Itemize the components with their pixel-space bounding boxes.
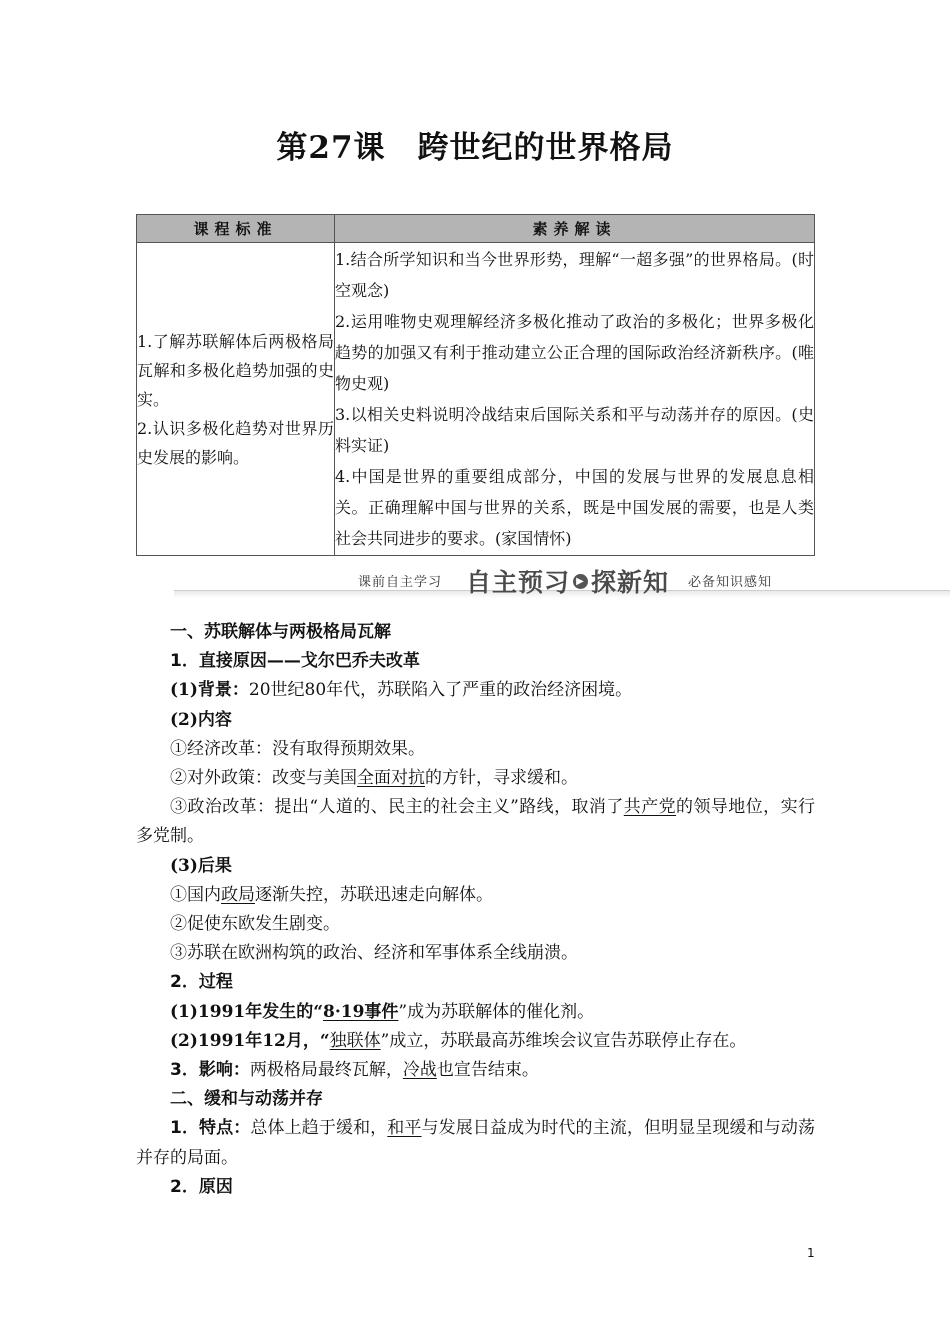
standard-item: 2.认识多极化趋势对世界历史发展的影响。 [137,418,334,467]
literacy-item: 2.运用唯物史观理解经济多极化推动了政治的多极化；世界多极化趋势的加强又有利于推动建立公正合理的国际政治经济新秩序。(唯物史观) [335,312,814,393]
page-title: 第27课 跨世纪的世界格局 [276,130,674,166]
subheading-direct-cause: 1．直接原因——戈尔巴乔夫改革 [170,651,420,672]
page-number: 1 [807,1246,815,1260]
paragraph-features: 1．特点：总体上趋于缓和，和平与发展日益成为时代的主流，但明显呈现缓和与动荡并存的局面。 [136,1118,816,1168]
paragraph-result-label: (3)后果 [170,855,232,876]
table-stub-line [136,555,174,556]
arrow-right-icon: ▶ [573,574,588,589]
standard-item: 1.了解苏联解体后两极格局瓦解和多极化趋势加强的史实。 [137,331,334,409]
banner-main-a: 自主预习 [466,568,571,597]
paragraph-foreign-policy: ②对外政策：改变与美国全面对抗的方针，寻求缓和。 [170,768,578,789]
curriculum-table [136,214,815,556]
paragraph-result-2: ②促使东欧发生剧变。 [170,914,340,935]
banner-right-label: 必备知识感知 [688,575,773,590]
header-curriculum-standard: 课程标准 [137,215,335,243]
paragraph-process-2: (2)1991年12月，“独联体”成立，苏联最高苏维埃会议宣告苏联停止存在。 [170,1030,747,1051]
paragraph-economic-reform: ①经济改革：没有取得预期效果。 [170,738,425,759]
section-heading-1: 一、苏联解体与两极格局瓦解 [170,622,391,642]
curriculum-standard-cell [137,243,335,556]
section-heading-2: 二、缓和与动荡并存 [170,1089,323,1110]
subheading-cause: 2．原因 [170,1176,233,1197]
banner-main-b: 探新知 [591,568,670,597]
paragraph-impact: 3．影响：两极格局最终瓦解，冷战也宣告结束。 [170,1060,539,1081]
literacy-item: 4.中国是世界的重要组成部分，中国的发展与世界的发展息息相关。正确理解中国与世界的关系，既是中国发展的需要，也是人类社会共同进步的要求。(家国情怀) [335,467,814,548]
header-literacy-interpretation: 素养解读 [335,215,815,243]
lesson-content [136,618,815,1202]
banner-main-title [466,563,669,599]
paragraph-result-1: ①国内政局逐渐失控，苏联迅速走向解体。 [170,884,493,905]
literacy-item: 1.结合所学知识和当今世界形势，理解“一超多强”的世界格局。(时空观念) [335,250,814,300]
paragraph-content-label: (2)内容 [170,709,232,730]
banner-left-label: 课前自主学习 [358,575,443,590]
paragraph-process-1: (1)1991年发生的“8·19事件”成为苏联解体的催化剂。 [170,1001,595,1022]
section-banner [174,563,950,603]
subheading-process: 2．过程 [170,972,233,993]
paragraph-result-3: ③苏联在欧洲构筑的政治、经济和军事体系全线崩溃。 [170,943,578,964]
literacy-item: 3.以相关史料说明冷战结束后国际关系和平与动荡并存的原因。(史料实证) [335,405,814,455]
paragraph-background: (1)背景：20世纪80年代，苏联陷入了严重的政治经济困境。 [170,680,633,701]
literacy-interpretation-cell [335,243,815,556]
paragraph-political-reform: ③政治改革：提出“人道的、民主的社会主义”路线，取消了共产党的领导地位，实行多党制。 [136,797,815,847]
